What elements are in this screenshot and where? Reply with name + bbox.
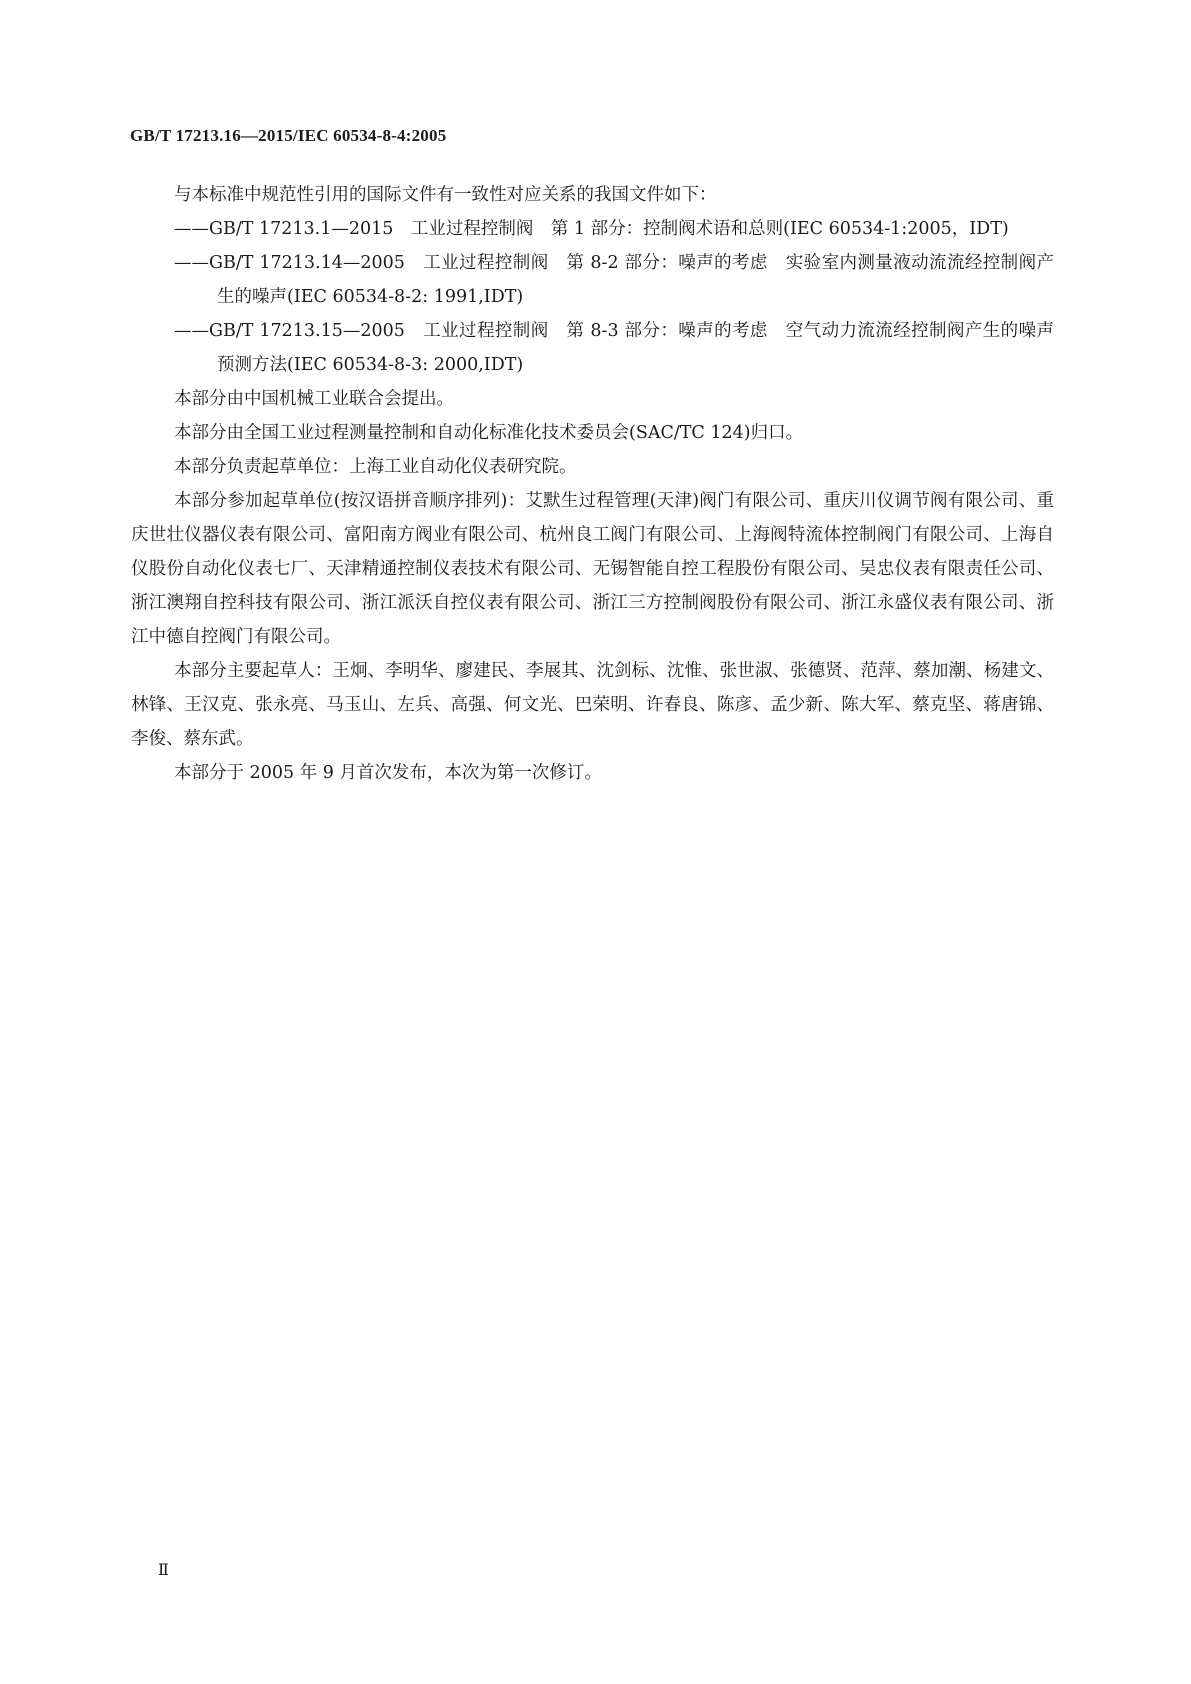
foreword-body [131, 178, 1054, 790]
reference-item: ——GB/T 17213.14—2005 工业过程控制阀 第 8-2 部分：噪声的考虑 实验室内测量液动流流经控制阀产生的噪声(IEC 60534-8-2: 1991,IDT) [174, 253, 1054, 307]
drafting-unit-statement: 本部分负责起草单位：上海工业自动化仪表研究院。 [174, 457, 577, 477]
participating-units-statement: 本部分参加起草单位(按汉语拼音顺序排列)：艾默生过程管理(天津)阀门有限公司、重庆川仪调节阀有限公司、重庆世壮仪器仪表有限公司、富阳南方阀业有限公司、杭州良工阀门有限公司、上海阀特流体控制阀门有限公司、上海自仪股份自动化仪表七厂、天津精通控制仪表技术有限公司、无锡智能自控工程股份有限公司、吴忠仪表有限责任公司、浙江澳翔自控科技有限公司、浙江派沃自控仪表有限公司、浙江三方控制阀股份有限公司、浙江永盛仪表有限公司、浙江中德自控阀门有限公司。 [131, 491, 1054, 647]
reference-item: ——GB/T 17213.15—2005 工业过程控制阀 第 8-3 部分：噪声的考虑 空气动力流流经控制阀产生的噪声预测方法(IEC 60534-8-3: 2000,IDT) [174, 321, 1054, 375]
proposed-by-statement: 本部分由中国机械工业联合会提出。 [174, 389, 454, 409]
page-number: Ⅱ [158, 1562, 169, 1579]
document-number-header: GB/T 17213.16—2015/IEC 60534-8-4:2005 [130, 126, 447, 145]
revision-history-statement: 本部分于 2005 年 9 月首次发布，本次为第一次修订。 [174, 763, 602, 783]
administered-by-statement: 本部分由全国工业过程测量控制和自动化标准化技术委员会(SAC/TC 124)归口。 [174, 423, 804, 443]
references-intro: 与本标准中规范性引用的国际文件有一致性对应关系的我国文件如下： [174, 185, 717, 205]
reference-item: ——GB/T 17213.1—2015 工业过程控制阀 第 1 部分：控制阀术语和总则(IEC 60534-1:2005，IDT) [174, 219, 1009, 239]
main-drafters-statement: 本部分主要起草人：王炯、李明华、廖建民、李展其、沈剑标、沈惟、张世淑、张德贤、范萍、蔡加潮、杨建文、林锋、王汉克、张永亮、马玉山、左兵、高强、何文光、巴荣明、许春良、陈彦、孟少新、陈大军、蔡克坚、蒋唐锦、李俊、蔡东武。 [131, 661, 1054, 749]
